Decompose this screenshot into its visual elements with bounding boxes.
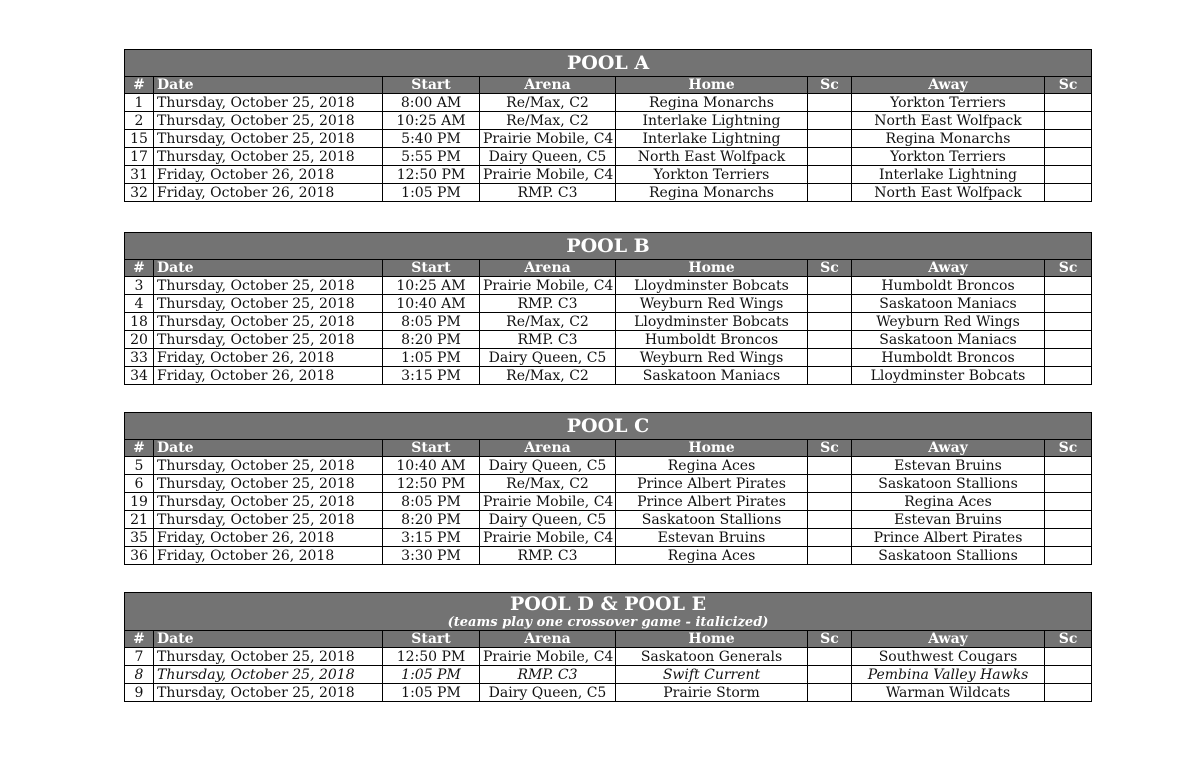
game-arena: Prairie Mobile, C4	[480, 166, 616, 184]
away-score	[1045, 277, 1092, 295]
game-date: Thursday, October 25, 2018	[154, 313, 383, 331]
game-arena: RMP. C3	[480, 184, 616, 202]
pool-subtitle: (teams play one crossover game - italicized)	[125, 615, 1092, 631]
pool-a-table	[124, 49, 1091, 202]
game-row	[125, 166, 1092, 184]
col-date-header: Date	[154, 631, 383, 648]
away-team: Regina Aces	[852, 493, 1045, 511]
game-arena: RMP. C3	[480, 331, 616, 349]
game-start-time: 10:40 AM	[383, 295, 480, 313]
home-score	[808, 475, 852, 493]
schedule-table	[124, 232, 1092, 385]
game-start-time: 12:50 PM	[383, 648, 480, 666]
home-team: Regina Monarchs	[616, 184, 808, 202]
home-team: Saskatoon Stallions	[616, 511, 808, 529]
game-start-time: 8:20 PM	[383, 511, 480, 529]
game-number: 19	[125, 493, 154, 511]
away-score	[1045, 331, 1092, 349]
col-arena-header: Arena	[480, 440, 616, 457]
away-team: Prince Albert Pirates	[852, 529, 1045, 547]
game-row	[125, 475, 1092, 493]
home-score	[808, 547, 852, 565]
away-team: Saskatoon Stallions	[852, 547, 1045, 565]
away-team: Saskatoon Maniacs	[852, 295, 1045, 313]
away-team: Southwest Cougars	[852, 648, 1045, 666]
col-home-header: Home	[616, 631, 808, 648]
game-arena: RMP. C3	[480, 666, 616, 684]
home-team: North East Wolfpack	[616, 148, 808, 166]
game-start-time: 10:25 AM	[383, 277, 480, 295]
col-start-header: Start	[383, 77, 480, 94]
game-date: Friday, October 26, 2018	[154, 349, 383, 367]
game-start-time: 8:05 PM	[383, 493, 480, 511]
col-num-header: #	[125, 260, 154, 277]
game-row	[125, 112, 1092, 130]
home-team: Estevan Bruins	[616, 529, 808, 547]
away-score	[1045, 295, 1092, 313]
col-home-header: Home	[616, 260, 808, 277]
game-number: 31	[125, 166, 154, 184]
game-arena: Re/Max, C2	[480, 112, 616, 130]
home-score	[808, 112, 852, 130]
game-arena: Prairie Mobile, C4	[480, 648, 616, 666]
game-number: 21	[125, 511, 154, 529]
game-number: 18	[125, 313, 154, 331]
game-number: 8	[125, 666, 154, 684]
pool-title-row	[125, 233, 1092, 260]
home-score	[808, 457, 852, 475]
col-away-header: Away	[852, 77, 1045, 94]
home-team: Saskatoon Maniacs	[616, 367, 808, 385]
game-date: Thursday, October 25, 2018	[154, 493, 383, 511]
home-score	[808, 94, 852, 112]
game-date: Thursday, October 25, 2018	[154, 130, 383, 148]
col-away-score-header: Sc	[1045, 260, 1092, 277]
away-score	[1045, 666, 1092, 684]
home-team: Regina Aces	[616, 547, 808, 565]
away-score	[1045, 184, 1092, 202]
game-number: 5	[125, 457, 154, 475]
game-row	[125, 295, 1092, 313]
home-team: Humboldt Broncos	[616, 331, 808, 349]
away-score	[1045, 349, 1092, 367]
away-score	[1045, 493, 1092, 511]
home-score	[808, 313, 852, 331]
game-date: Thursday, October 25, 2018	[154, 648, 383, 666]
game-arena: Re/Max, C2	[480, 94, 616, 112]
away-team: North East Wolfpack	[852, 112, 1045, 130]
game-start-time: 5:40 PM	[383, 130, 480, 148]
home-score	[808, 184, 852, 202]
col-home-score-header: Sc	[808, 260, 852, 277]
home-score	[808, 684, 852, 702]
game-start-time: 1:05 PM	[383, 666, 480, 684]
game-number: 36	[125, 547, 154, 565]
home-score	[808, 511, 852, 529]
game-date: Thursday, October 25, 2018	[154, 331, 383, 349]
col-date-header: Date	[154, 77, 383, 94]
game-row	[125, 666, 1092, 684]
game-start-time: 3:15 PM	[383, 367, 480, 385]
away-team: Saskatoon Stallions	[852, 475, 1045, 493]
game-number: 35	[125, 529, 154, 547]
col-home-header: Home	[616, 77, 808, 94]
game-start-time: 1:05 PM	[383, 349, 480, 367]
away-team: Estevan Bruins	[852, 511, 1045, 529]
game-arena: Re/Max, C2	[480, 367, 616, 385]
home-score	[808, 331, 852, 349]
col-arena-header: Arena	[480, 631, 616, 648]
home-score	[808, 648, 852, 666]
col-num-header: #	[125, 77, 154, 94]
pool-b-table	[124, 232, 1091, 385]
game-arena: Re/Max, C2	[480, 313, 616, 331]
game-arena: Dairy Queen, C5	[480, 457, 616, 475]
home-team: Yorkton Terriers	[616, 166, 808, 184]
game-date: Thursday, October 25, 2018	[154, 684, 383, 702]
game-number: 9	[125, 684, 154, 702]
home-team: Interlake Lightning	[616, 130, 808, 148]
home-team: Prairie Storm	[616, 684, 808, 702]
game-arena: RMP. C3	[480, 295, 616, 313]
game-arena: Dairy Queen, C5	[480, 349, 616, 367]
game-number: 20	[125, 331, 154, 349]
col-away-score-header: Sc	[1045, 631, 1092, 648]
away-score	[1045, 511, 1092, 529]
game-number: 7	[125, 648, 154, 666]
away-score	[1045, 148, 1092, 166]
home-score	[808, 493, 852, 511]
game-number: 1	[125, 94, 154, 112]
col-away-header: Away	[852, 440, 1045, 457]
away-score	[1045, 94, 1092, 112]
home-score	[808, 295, 852, 313]
game-number: 33	[125, 349, 154, 367]
schedule-table	[124, 592, 1092, 702]
away-team: Interlake Lightning	[852, 166, 1045, 184]
schedule-table	[124, 412, 1092, 565]
game-row	[125, 511, 1092, 529]
game-row	[125, 457, 1092, 475]
game-start-time: 8:05 PM	[383, 313, 480, 331]
col-arena-header: Arena	[480, 77, 616, 94]
col-num-header: #	[125, 440, 154, 457]
pool-title-row	[125, 593, 1092, 616]
pool-title: POOL B	[125, 233, 1092, 260]
game-start-time: 8:20 PM	[383, 331, 480, 349]
game-row	[125, 331, 1092, 349]
home-team: Weyburn Red Wings	[616, 349, 808, 367]
away-team: Pembina Valley Hawks	[852, 666, 1045, 684]
game-row	[125, 684, 1092, 702]
home-score	[808, 277, 852, 295]
game-date: Friday, October 26, 2018	[154, 367, 383, 385]
away-team: Humboldt Broncos	[852, 277, 1045, 295]
game-date: Thursday, October 25, 2018	[154, 666, 383, 684]
home-team: Interlake Lightning	[616, 112, 808, 130]
away-score	[1045, 475, 1092, 493]
game-arena: Re/Max, C2	[480, 475, 616, 493]
column-header-row	[125, 440, 1092, 457]
away-score	[1045, 367, 1092, 385]
game-start-time: 12:50 PM	[383, 475, 480, 493]
game-start-time: 10:40 AM	[383, 457, 480, 475]
game-start-time: 3:15 PM	[383, 529, 480, 547]
column-header-row	[125, 77, 1092, 94]
home-team: Weyburn Red Wings	[616, 295, 808, 313]
game-arena: Prairie Mobile, C4	[480, 529, 616, 547]
pool-subtitle-row	[125, 615, 1092, 631]
game-date: Friday, October 26, 2018	[154, 547, 383, 565]
game-number: 4	[125, 295, 154, 313]
game-number: 34	[125, 367, 154, 385]
away-team: Regina Monarchs	[852, 130, 1045, 148]
game-arena: Prairie Mobile, C4	[480, 130, 616, 148]
home-score	[808, 349, 852, 367]
col-away-score-header: Sc	[1045, 440, 1092, 457]
game-arena: Dairy Queen, C5	[480, 684, 616, 702]
game-row	[125, 349, 1092, 367]
game-number: 2	[125, 112, 154, 130]
game-start-time: 12:50 PM	[383, 166, 480, 184]
away-score	[1045, 112, 1092, 130]
home-score	[808, 148, 852, 166]
game-arena: Prairie Mobile, C4	[480, 277, 616, 295]
home-team: Lloydminster Bobcats	[616, 277, 808, 295]
game-row	[125, 277, 1092, 295]
pool-title: POOL D & POOL E	[125, 593, 1092, 616]
home-team: Swift Current	[616, 666, 808, 684]
home-score	[808, 130, 852, 148]
pool-title: POOL C	[125, 413, 1092, 440]
home-team: Regina Monarchs	[616, 94, 808, 112]
game-row	[125, 184, 1092, 202]
home-score	[808, 666, 852, 684]
game-date: Thursday, October 25, 2018	[154, 148, 383, 166]
pool-title-row	[125, 413, 1092, 440]
pool-title-row	[125, 50, 1092, 77]
col-home-score-header: Sc	[808, 631, 852, 648]
away-team: North East Wolfpack	[852, 184, 1045, 202]
game-row	[125, 547, 1092, 565]
away-score	[1045, 457, 1092, 475]
game-date: Thursday, October 25, 2018	[154, 295, 383, 313]
away-score	[1045, 529, 1092, 547]
home-team: Lloydminster Bobcats	[616, 313, 808, 331]
game-date: Thursday, October 25, 2018	[154, 94, 383, 112]
game-number: 32	[125, 184, 154, 202]
game-date: Thursday, October 25, 2018	[154, 475, 383, 493]
col-start-header: Start	[383, 260, 480, 277]
away-score	[1045, 684, 1092, 702]
pool-c-table	[124, 412, 1091, 565]
col-away-header: Away	[852, 260, 1045, 277]
game-number: 15	[125, 130, 154, 148]
game-number: 6	[125, 475, 154, 493]
col-start-header: Start	[383, 631, 480, 648]
game-row	[125, 367, 1092, 385]
away-team: Saskatoon Maniacs	[852, 331, 1045, 349]
game-row	[125, 493, 1092, 511]
col-away-header: Away	[852, 631, 1045, 648]
game-start-time: 5:55 PM	[383, 148, 480, 166]
game-date: Thursday, October 25, 2018	[154, 112, 383, 130]
away-score	[1045, 130, 1092, 148]
away-score	[1045, 648, 1092, 666]
away-score	[1045, 547, 1092, 565]
away-team: Yorkton Terriers	[852, 148, 1045, 166]
game-row	[125, 529, 1092, 547]
home-team: Regina Aces	[616, 457, 808, 475]
away-team: Estevan Bruins	[852, 457, 1045, 475]
col-date-header: Date	[154, 440, 383, 457]
home-team: Prince Albert Pirates	[616, 493, 808, 511]
home-score	[808, 166, 852, 184]
away-team: Humboldt Broncos	[852, 349, 1045, 367]
home-team: Saskatoon Generals	[616, 648, 808, 666]
game-number: 3	[125, 277, 154, 295]
game-start-time: 8:00 AM	[383, 94, 480, 112]
game-date: Thursday, October 25, 2018	[154, 457, 383, 475]
away-team: Weyburn Red Wings	[852, 313, 1045, 331]
home-score	[808, 529, 852, 547]
game-start-time: 1:05 PM	[383, 684, 480, 702]
game-arena: Prairie Mobile, C4	[480, 493, 616, 511]
away-team: Lloydminster Bobcats	[852, 367, 1045, 385]
col-home-header: Home	[616, 440, 808, 457]
col-home-score-header: Sc	[808, 440, 852, 457]
col-home-score-header: Sc	[808, 77, 852, 94]
schedule-table	[124, 49, 1092, 202]
game-arena: Dairy Queen, C5	[480, 148, 616, 166]
game-row	[125, 148, 1092, 166]
game-start-time: 1:05 PM	[383, 184, 480, 202]
game-date: Friday, October 26, 2018	[154, 184, 383, 202]
col-num-header: #	[125, 631, 154, 648]
pool-title: POOL A	[125, 50, 1092, 77]
home-score	[808, 367, 852, 385]
col-start-header: Start	[383, 440, 480, 457]
game-row	[125, 313, 1092, 331]
away-score	[1045, 166, 1092, 184]
column-header-row	[125, 631, 1092, 648]
game-start-time: 10:25 AM	[383, 112, 480, 130]
home-team: Prince Albert Pirates	[616, 475, 808, 493]
column-header-row	[125, 260, 1092, 277]
col-arena-header: Arena	[480, 260, 616, 277]
game-date: Friday, October 26, 2018	[154, 529, 383, 547]
game-arena: Dairy Queen, C5	[480, 511, 616, 529]
col-date-header: Date	[154, 260, 383, 277]
game-date: Thursday, October 25, 2018	[154, 511, 383, 529]
pool-d-e-table	[124, 592, 1091, 702]
game-date: Friday, October 26, 2018	[154, 166, 383, 184]
game-number: 17	[125, 148, 154, 166]
game-date: Thursday, October 25, 2018	[154, 277, 383, 295]
game-start-time: 3:30 PM	[383, 547, 480, 565]
game-row	[125, 94, 1092, 112]
away-team: Yorkton Terriers	[852, 94, 1045, 112]
away-score	[1045, 313, 1092, 331]
away-team: Warman Wildcats	[852, 684, 1045, 702]
game-row	[125, 648, 1092, 666]
game-row	[125, 130, 1092, 148]
game-arena: RMP. C3	[480, 547, 616, 565]
col-away-score-header: Sc	[1045, 77, 1092, 94]
